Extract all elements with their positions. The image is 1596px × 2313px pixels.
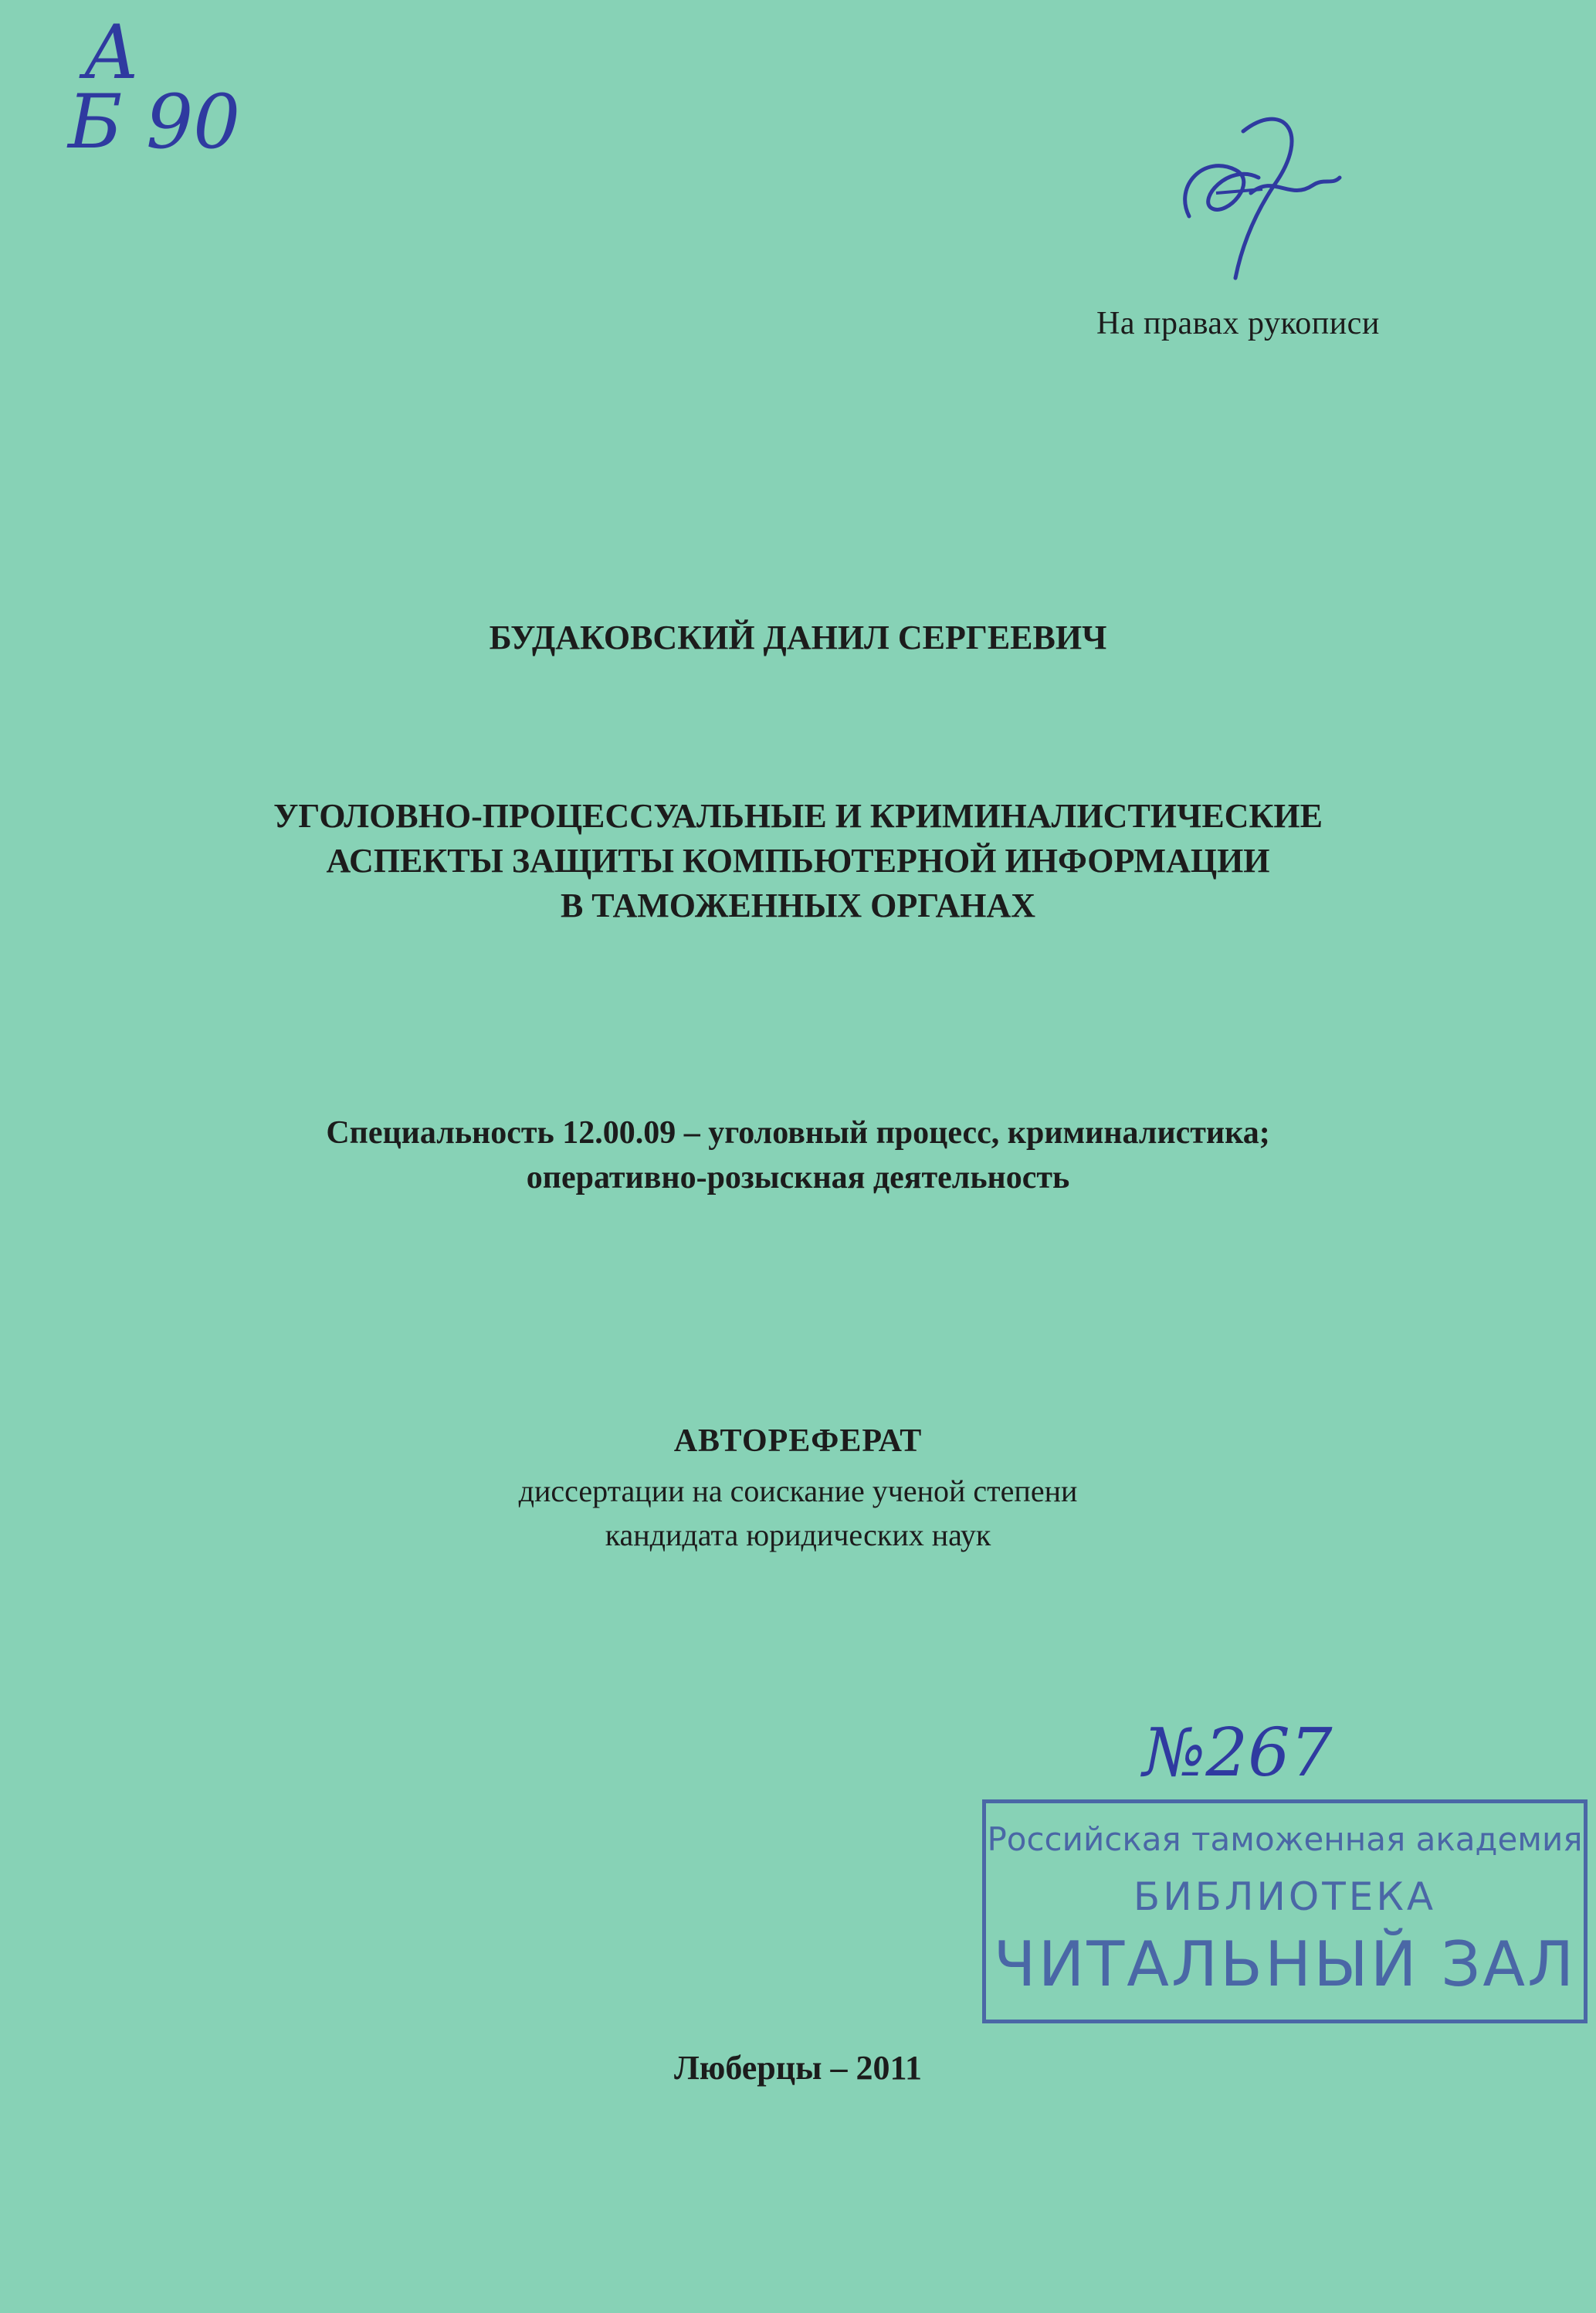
title-line: УГОЛОВНО-ПРОЦЕССУАЛЬНЫЕ И КРИМИНАЛИСТИЧЕСКИЕ <box>273 797 1323 835</box>
dissertation-title <box>0 794 1596 928</box>
stamp-institution: Российская таможенная академия <box>987 1820 1583 1858</box>
stamp-reading-room: ЧИТАЛЬНЫЙ ЗАЛ <box>993 1928 1577 2000</box>
library-stamp <box>982 1799 1588 2023</box>
abstract-heading: АВТОРЕФЕРАТ <box>673 1423 923 1459</box>
abstract-line: диссертации на соискание ученой степени <box>518 1474 1078 1508</box>
author-name: БУДАКОВСКИЙ ДАНИЛ СЕРГЕЕВИЧ <box>489 619 1107 656</box>
signature-icon <box>1158 100 1359 301</box>
stamp-library: БИБЛИОТЕКА <box>1133 1874 1437 1919</box>
handwritten-mark: А <box>83 9 140 96</box>
rights-note: На правах рукописи <box>1096 306 1380 341</box>
abstract-line: кандидата юридических наук <box>605 1518 991 1552</box>
specialty-line: оперативно-розыскная деятельность <box>526 1160 1070 1196</box>
specialty <box>0 1111 1596 1200</box>
title-line: АСПЕКТЫ ЗАЩИТЫ КОМПЬЮТЕРНОЙ ИНФОРМАЦИИ <box>326 842 1270 880</box>
specialty-line: Специальность 12.00.09 – уголовный процесс, криминалистика; <box>326 1115 1270 1151</box>
handwritten-shelf-code: Б 90 <box>68 79 241 165</box>
city-year: Люберцы – 2011 <box>673 2049 923 2087</box>
handwritten-copy-number: №267 <box>1143 1714 1333 1792</box>
title-line: В ТАМОЖЕННЫХ ОРГАНАХ <box>560 887 1036 924</box>
